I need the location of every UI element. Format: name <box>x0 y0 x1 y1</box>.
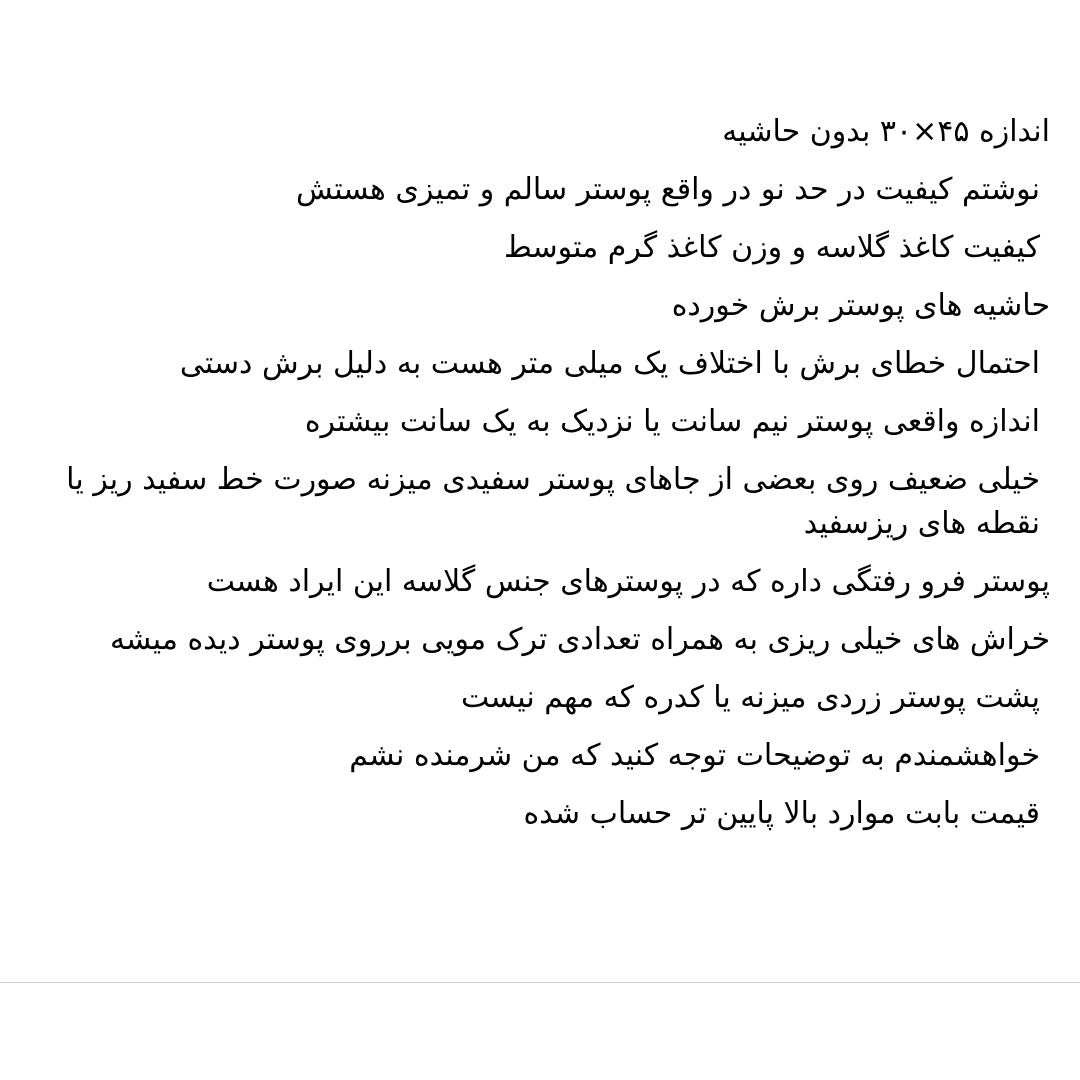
text-line-request: خواهشمندم به توضیحات توجه کنید که من شرمنده نشم <box>349 738 1040 773</box>
text-line-dents: پوستر فرو رفتگی داره که در پوسترهای جنس گلاسه این ایراد هست <box>206 564 1050 599</box>
bottom-divider <box>0 982 1080 983</box>
text-line-price: قیمت بابت موارد بالا پایین تر حساب شده <box>523 796 1040 831</box>
text-line-white-marks: خیلی ضعیف روی بعضی از جاهای پوستر سفیدی میزنه صورت خط سفید ریز یا نقطه های ریزسفید <box>66 462 1040 541</box>
text-line-cut-error: احتمال خطای برش با اختلاف یک میلی متر هست به دلیل برش دستی <box>179 346 1040 381</box>
text-line-size: اندازه ۴۵×۳۰ بدون حاشیه <box>722 114 1050 149</box>
text-line-back-yellowing: پشت پوستر زردی میزنه یا کدره که مهم نیست <box>461 680 1040 715</box>
text-line-scratches: خراش های خیلی ریزی به همراه تعدادی ترک مویی برروی پوستر دیده میشه <box>109 622 1050 657</box>
text-line-quality: نوشتم کیفیت در حد نو در واقع پوستر سالم و تمیزی هستش <box>295 172 1040 207</box>
text-line-paper: کیفیت کاغذ گلاسه و وزن کاغذ گرم متوسط <box>503 230 1040 265</box>
text-line-margins: حاشیه های پوستر برش خورده <box>671 288 1050 323</box>
text-line-actual-size: اندازه واقعی پوستر نیم سانت یا نزدیک به یک سانت بیشتره <box>304 404 1040 439</box>
description-text <box>0 110 1080 850</box>
